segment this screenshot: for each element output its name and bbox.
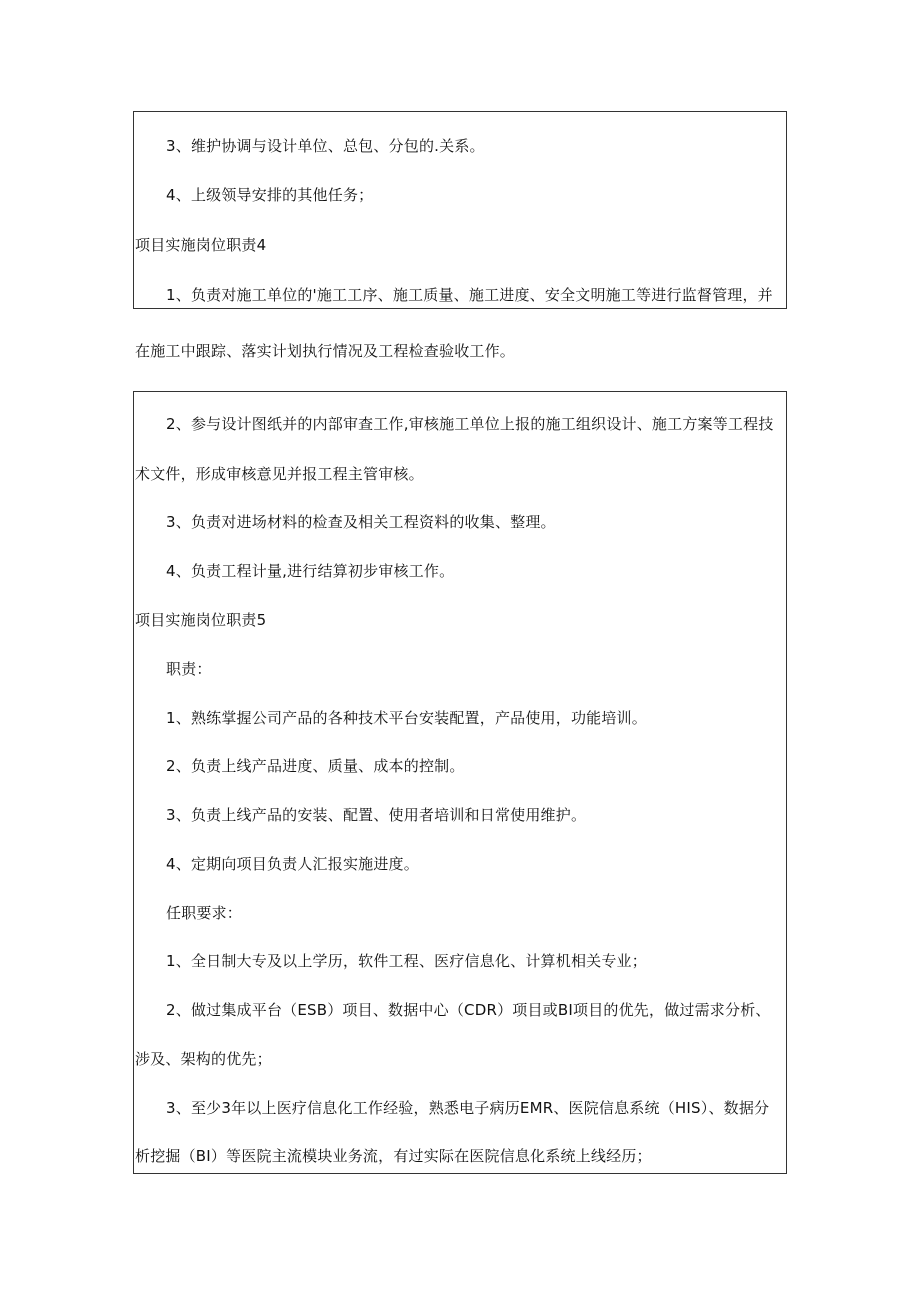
- text-line-between: 在施工中跟踪、落实计划执行情况及工程检查验收工作。: [135, 342, 516, 360]
- text-line: 析挖掘（BI）等医院主流模块业务流，有过实际在医院信息化系统上线经历；: [135, 1147, 652, 1165]
- section-heading: 项目实施岗位职责5: [135, 611, 267, 629]
- text-line: 涉及、架构的优先；: [135, 1050, 272, 1068]
- text-line: 3、负责上线产品的安装、配置、使用者培训和日常使用维护。: [166, 806, 587, 824]
- text-line: 1、全日制大专及以上学历，软件工程、医疗信息化、计算机相关专业；: [166, 952, 647, 970]
- text-line: 3、至少3年以上医疗信息化工作经验，熟悉电子病历EMR、医院信息系统（HIS）、数据分: [166, 1099, 770, 1117]
- text-line: 1、熟练掌握公司产品的各种技术平台安装配置，产品使用，功能培训。: [166, 709, 647, 727]
- text-line: 3、负责对进场材料的检查及相关工程资料的收集、整理。: [166, 513, 556, 531]
- text-line: 2、负责上线产品进度、质量、成本的控制。: [166, 757, 465, 775]
- section-heading: 项目实施岗位职责4: [135, 236, 267, 254]
- text-line: 2、参与设计图纸并的内部审查工作,审核施工单位上报的施工组织设计、施工方案等工程技: [166, 415, 774, 433]
- text-line: 3、维护协调与设计单位、总包、分包的.关系。: [166, 137, 485, 155]
- text-line: 2、做过集成平台（ESB）项目、数据中心（CDR）项目或BI项目的优先，做过需求分析、: [166, 1001, 771, 1019]
- text-line: 1、负责对施工单位的'施工工序、施工质量、施工进度、安全文明施工等进行监督管理，并: [166, 286, 773, 304]
- text-line: 4、上级领导安排的其他任务；: [166, 186, 374, 204]
- subheading: 任职要求：: [166, 904, 243, 922]
- text-line: 术文件，形成审核意见并报工程主管审核。: [135, 465, 424, 483]
- subheading: 职责：: [166, 660, 212, 678]
- text-line: 4、定期向项目负责人汇报实施进度。: [166, 855, 419, 873]
- text-line: 4、负责工程计量,进行结算初步审核工作。: [166, 562, 455, 580]
